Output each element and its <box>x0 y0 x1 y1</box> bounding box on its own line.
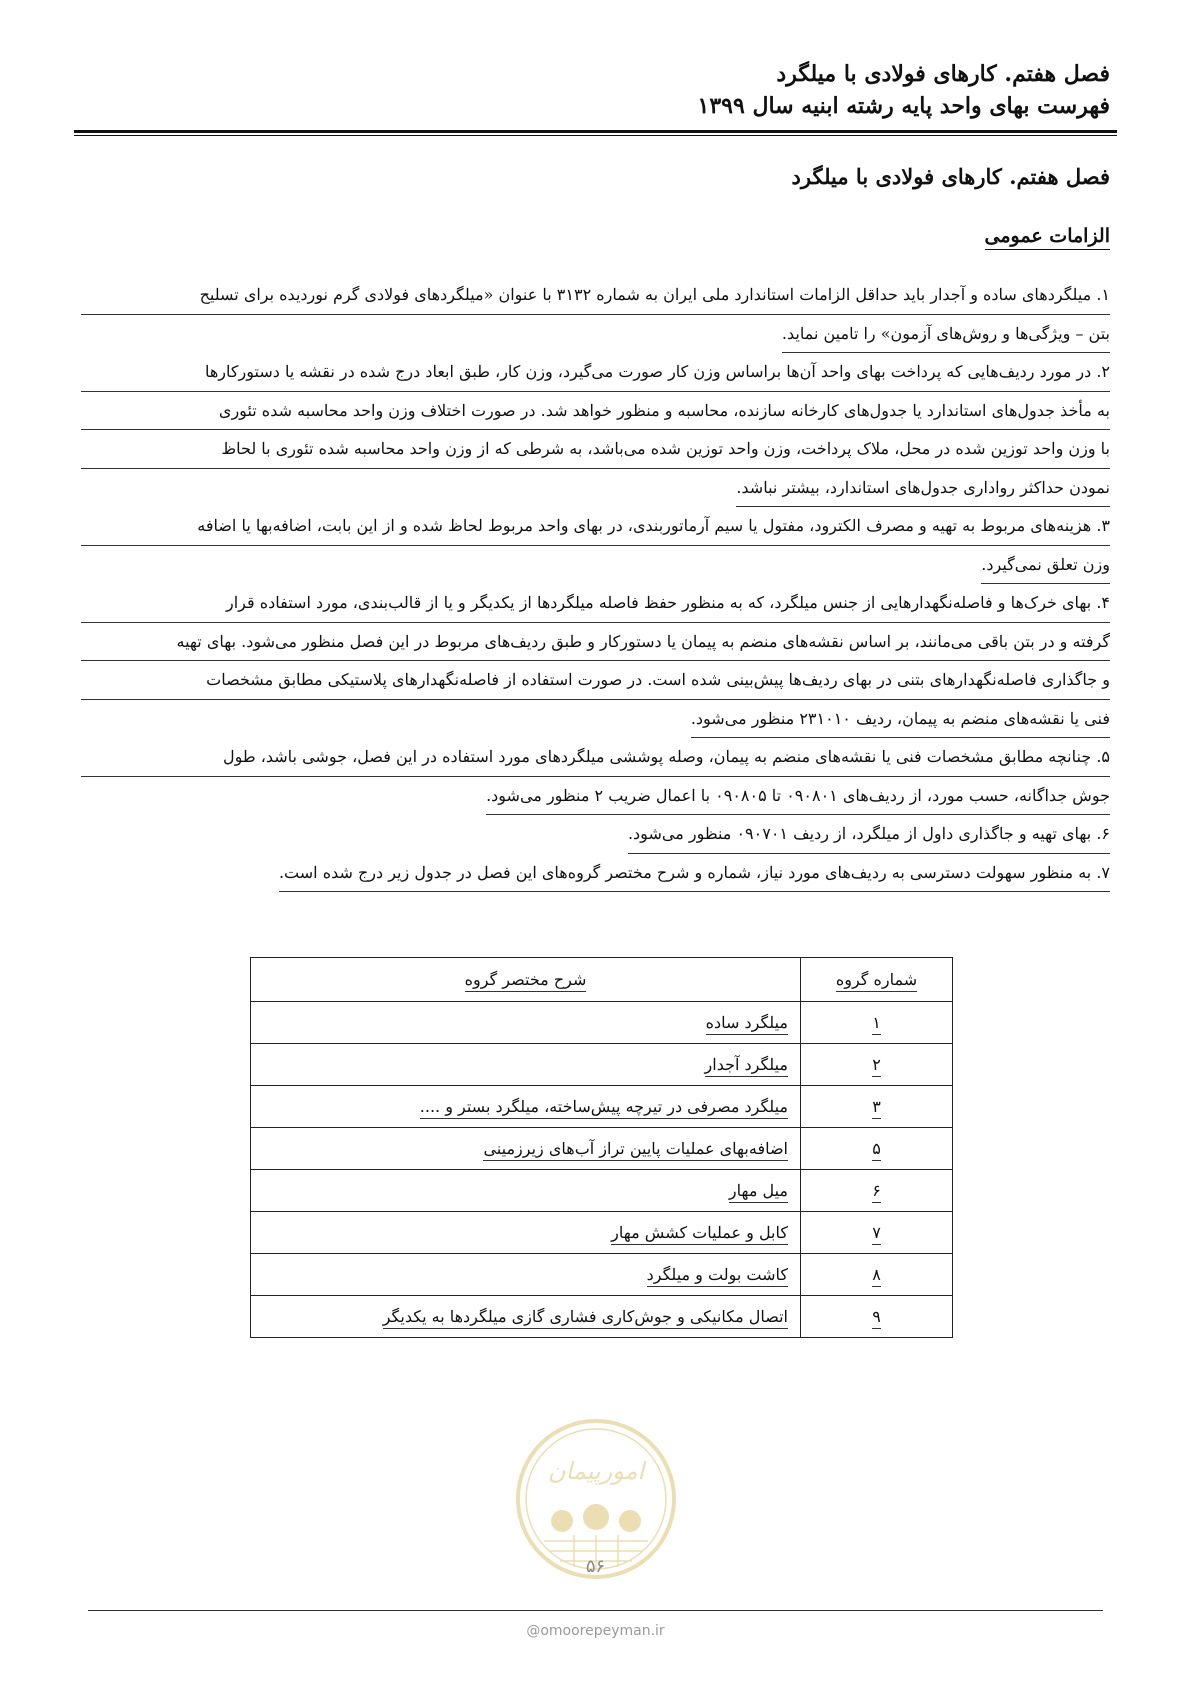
group-description-cell <box>251 1254 801 1296</box>
group-description-cell <box>251 1002 801 1044</box>
requirement-line: ۲. در مورد ردیف‌هایی که پرداخت بهای واحد آن‌ها براساس وزن کار صورت می‌گیرد، وزن کار، طبق ابعاد درج شده در نقشه یا دستورکارها <box>81 353 1110 392</box>
requirement-item <box>81 507 1110 584</box>
requirement-line: ۳. هزینه‌های مربوط به تهیه و مصرف الکترود، مفتول یا سیم آرماتوربندی، در بهای واحد مربوط لحاظ شده و از این بابت، اضافه‌بها یا اضافه <box>81 507 1110 546</box>
requirement-item <box>81 738 1110 815</box>
group-description: میلگرد مصرفی در تیرچه پیش‌ساخته، میلگرد بستر و .... <box>420 1097 788 1119</box>
groups-table <box>250 957 953 1338</box>
requirement-line: بتن – ویژگی‌ها و روش‌های آزمون» را تامین نماید. <box>782 315 1110 354</box>
requirement-line: فنی یا نقشه‌های منضم به پیمان، ردیف ۲۳۱۰۱۰ منظور می‌شود. <box>691 700 1110 739</box>
group-description: اضافه‌بهای عملیات پایین تراز آب‌های زیرزمینی <box>483 1139 788 1161</box>
group-description-cell <box>251 1128 801 1170</box>
requirement-item <box>81 353 1110 507</box>
group-number-cell <box>801 1002 953 1044</box>
table-row <box>251 1296 953 1338</box>
requirement-line: وزن تعلق نمی‌گیرد. <box>981 546 1110 585</box>
header-group-number-label: شماره گروه <box>836 970 917 992</box>
requirement-line: ۶. بهای تهیه و جاگذاری داول از میلگرد، از ردیف ۰۹۰۷۰۱ منظور می‌شود. <box>628 815 1110 854</box>
header-group-description-label: شرح مختصر گروه <box>465 970 587 992</box>
group-description-cell <box>251 1044 801 1086</box>
group-number-cell <box>801 1212 953 1254</box>
requirement-item <box>81 276 1110 353</box>
group-description: میلگرد آجدار <box>705 1055 788 1077</box>
group-number: ۹ <box>872 1307 881 1329</box>
requirement-line: ۵. چنانچه مطابق مشخصات فنی یا نقشه‌های منضم به پیمان، وصله پوششی میلگردهای مورد استفاده در این فصل، جوشی باشد، طول <box>81 738 1110 777</box>
group-number-cell <box>801 1128 953 1170</box>
group-number: ۶ <box>872 1181 881 1203</box>
section-title: فصل هفتم. کارهای فولادی با میلگرد <box>791 164 1110 189</box>
requirement-line: گرفته و در بتن باقی می‌مانند، بر اساس نقشه‌های منضم به پیمان یا دستورکار و طبق ردیف‌های مربوط در این فصل منظور می‌شود. بهای تهیه <box>81 623 1110 662</box>
website-watermark: @omoorepeyman.ir <box>526 1623 665 1639</box>
requirement-item <box>81 854 1110 893</box>
requirement-line: نمودن حداکثر رواداری جدول‌های استاندارد، بیشتر نباشد. <box>736 469 1110 508</box>
group-number: ۸ <box>872 1265 881 1287</box>
requirement-line: جوش جداگانه، حسب مورد، از ردیف‌های ۰۹۰۸۰۱ تا ۰۹۰۸۰۵ با اعمال ضریب ۲ منظور می‌شود. <box>486 777 1110 816</box>
group-description: اتصال مکانیکی و جوش‌کاری فشاری گازی میلگردها به یکدیگر <box>383 1307 788 1329</box>
general-requirements <box>81 276 1110 892</box>
group-number-cell <box>801 1254 953 1296</box>
section-subtitle: الزامات عمومی <box>985 225 1110 250</box>
header-rule-thin <box>74 135 1117 136</box>
group-description: میلگرد ساده <box>706 1013 788 1035</box>
table-row <box>251 1254 953 1296</box>
header-group-number <box>801 958 953 1002</box>
group-number-cell <box>801 1170 953 1212</box>
header-document-title: فهرست بهای واحد پایه رشته ابنیه سال ۱۳۹۹ <box>697 93 1110 119</box>
requirement-line: ۱. میلگردهای ساده و آجدار باید حداقل الزامات استاندارد ملی ایران به شماره ۳۱۳۲ با عنوان «میلگردهای فولادی گرم نوردیده برای تسلیح <box>81 276 1110 315</box>
table-row <box>251 1044 953 1086</box>
group-description: میل مهار <box>729 1181 788 1203</box>
footer-rule <box>88 1610 1103 1611</box>
table-row <box>251 1212 953 1254</box>
header-chapter-title: فصل هفتم. کارهای فولادی با میلگرد <box>776 61 1110 87</box>
header-group-description <box>251 958 801 1002</box>
group-description-cell <box>251 1170 801 1212</box>
table-row <box>251 1086 953 1128</box>
group-description: کابل و عملیات کشش مهار <box>611 1223 788 1245</box>
page-number: ۵۶ <box>585 1556 606 1577</box>
requirement-line: ۷. به منظور سهولت دسترسی به ردیف‌های مورد نیاز، شماره و شرح مختصر گروه‌های این فصل در جدول زیر درج شده است. <box>279 854 1110 893</box>
group-number: ۳ <box>872 1097 881 1119</box>
header-rule-thick <box>74 130 1117 133</box>
table-body <box>251 1002 953 1338</box>
table-row <box>251 1128 953 1170</box>
table-row <box>251 1002 953 1044</box>
requirement-line: به مأخذ جدول‌های استاندارد یا جدول‌های کارخانه سازنده، محاسبه و منظور خواهد شد. در صورت اختلاف وزن واحد محاسبه شده تئوری <box>81 392 1110 431</box>
seal-text: امورپیمان <box>547 1457 645 1485</box>
group-number: ۱ <box>872 1013 881 1035</box>
group-number-cell <box>801 1086 953 1128</box>
requirement-line: و جاگذاری فاصله‌نگهدارهای بتنی در بهای ردیف‌ها پیش‌بینی شده است. در صورت استفاده از فاصله‌نگهدارهای پلاستیکی مطابق مشخصات <box>81 661 1110 700</box>
table-header-row <box>251 958 953 1002</box>
requirement-item <box>81 815 1110 854</box>
group-description: کاشت بولت و میلگرد <box>647 1265 788 1287</box>
page-header <box>81 58 1110 122</box>
requirement-line: با وزن واحد توزین شده در محل، ملاک پرداخت، وزن واحد توزین شده می‌باشد، به شرطی که از وزن واحد محاسبه شده تئوری با لحاظ <box>81 430 1110 469</box>
requirement-line: ۴. بهای خرک‌ها و فاصله‌نگهدارهایی از جنس میلگرد، که به منظور حفظ فاصله میلگردها از یکدیگر و یا از قالب‌بندی، مورد استفاده قرار <box>81 584 1110 623</box>
group-number-cell <box>801 1296 953 1338</box>
group-number: ۲ <box>872 1055 881 1077</box>
requirement-item <box>81 584 1110 738</box>
group-description-cell <box>251 1212 801 1254</box>
group-number-cell <box>801 1044 953 1086</box>
group-description-cell <box>251 1086 801 1128</box>
group-description-cell <box>251 1296 801 1338</box>
table-row <box>251 1170 953 1212</box>
group-number: ۵ <box>872 1139 881 1161</box>
group-number: ۷ <box>872 1223 881 1245</box>
